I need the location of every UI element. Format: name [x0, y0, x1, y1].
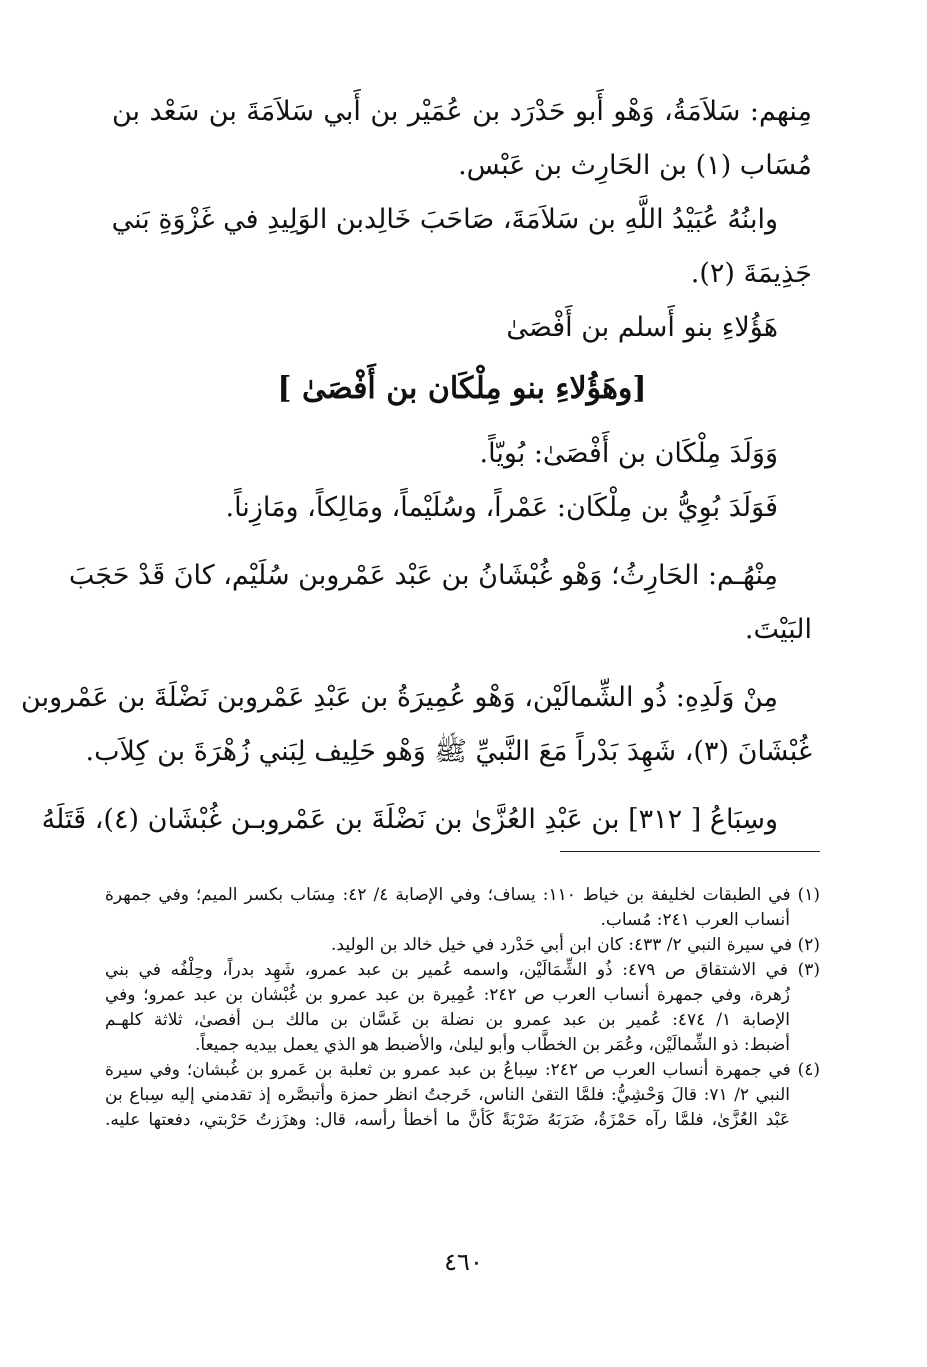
text-line: مِنهم: سَلاَمَةُ، وَهْو أَبو حَدْرَد بن عُمَيْر بن أَبي سَلاَمَةَ بن سَعْد بن	[112, 96, 812, 127]
text-line: هَؤُلاءِ بنو أَسلم بن أَفْصَىٰ	[506, 312, 778, 343]
footnote-line: النبي ٢/ ٧١: قالَ وَحْشِيُّ: فلمَّا التقىٰ الناس، خَرجتُ انظر حمزة وأتبصَّره إذ تقدمني إليه سِباع بن	[105, 1085, 790, 1105]
footnote-line: أضبط: ذو الشِّمالَيْن، وعُمَر بن الخطَّاب وأبو ليلىٰ، والأضبط هو الذي يعمل بيديه جميعاً.	[195, 1035, 790, 1055]
text-line: وابنُهُ عُبَيْدُ اللَّهِ بن سَلاَمَةَ، صَاحَبَ خَالِدبن الوَلِيدِ في غَزْوَةِ بَني	[111, 204, 778, 235]
text-line: غُبْشَانَ (٣)، شَهِدَ بَدْراً مَعَ النَّبيِّ ﷺ وَهْو حَلِيف لِبَني زُهْرَةَ بن كِلاَب.	[85, 736, 812, 767]
text-line: وسِبَاعُ [ ٣١٢] بن عَبْدِ العُزَّىٰ بن نَضْلَةَ بن عَمْروبـن غُبْشَان (٤)، قَتَلَهُ	[41, 804, 778, 835]
footnote-line: الإصابة ١/ ٤٧٤: عُمير بن عبد عمرو بن نضلة بن غَسَّان بن مالك بـن أفصىٰ، ثلاثة كلهـم	[105, 1010, 790, 1030]
text-line: مُسَاب (١) بن الحَارِث بن عَبْس.	[458, 150, 812, 181]
footnote-line: (٣) في الاشتقاق ص ٤٧٩: ذُو الشِّمَالَيْن، واسمه عُمير بن عبد عمرو، شَهِد بدراً، وحِلْفُه في بني	[105, 960, 820, 980]
footnotes	[105, 883, 820, 1133]
footnote-line: زُهرة، وفي جمهرة أنساب العرب ص ٢٤٢: عُمِيرة بن عبد عمرو بن غُبْشان بن عبد عمرو؛ وفي	[105, 985, 790, 1005]
text-line: البَيْتَ.	[744, 614, 812, 645]
main-text	[21, 85, 812, 847]
page-number: ٤٦٠	[444, 1248, 483, 1276]
footnote-line: (٢) في سيرة النبي ٢/ ٤٣٣: كان ابن أبي حَدْرد في خيل خالد بن الوليد.	[331, 935, 820, 955]
text-line: مِنْ وَلَدِهِ: ذُو الشِّمالَيْن، وَهْو عُمِيرَةُ بن عَبْدِ عَمْروبن نَضْلَةَ بن عَمْروبن	[21, 682, 778, 713]
text-line: وَوَلَدَ مِلْكَان بن أَفْصَىٰ: بُويّاً.	[479, 438, 778, 469]
footnote-line: (١) في الطبقات لخليفة بن خياط ١١٠: يساف؛ وفي الإصابة ٤/ ٤٢: مِسَاب بكسر الميم؛ وفي جمهرة	[105, 885, 820, 905]
footnote-separator	[560, 851, 820, 852]
text-line: فَوَلَدَ بُوِيُّ بن مِلْكَان: عَمْراً، وسُلَيْماً، ومَالِكاً، ومَازِناً.	[225, 492, 778, 523]
text-line: مِنْهُـم: الحَارِثُ؛ وَهْو غُبْشَانُ بن عَبْد عَمْروبن سُلَيْم، كانَ قَدْ حَجَبَ	[68, 560, 778, 591]
footnote-line: عَبْد العُزَّىٰ، فلمَّا رآه حَمْزَةُ، ضَرَبَهُ ضَرْبَةً كَأنَّ ما أخطأ رأسه، قال: وهزَزتُ حَرْبتي، دفعتها عليه.	[105, 1110, 790, 1130]
section-heading: [وهَؤُلاءِ بنو مِلْكَان بن أَفْصَىٰ ]	[277, 371, 647, 406]
footnote-line: (٤) في جمهرة أنساب العرب ص ٢٤٢: سِباعُ بن عبد عمرو بن ثعلبة بن عَمرو بن غُبشان؛ وفي سيرة	[105, 1060, 820, 1080]
footnote-line: أنساب العرب ٢٤١: مُساب.	[600, 910, 790, 930]
text-line: جَذِيمَةَ (٢).	[690, 258, 812, 289]
